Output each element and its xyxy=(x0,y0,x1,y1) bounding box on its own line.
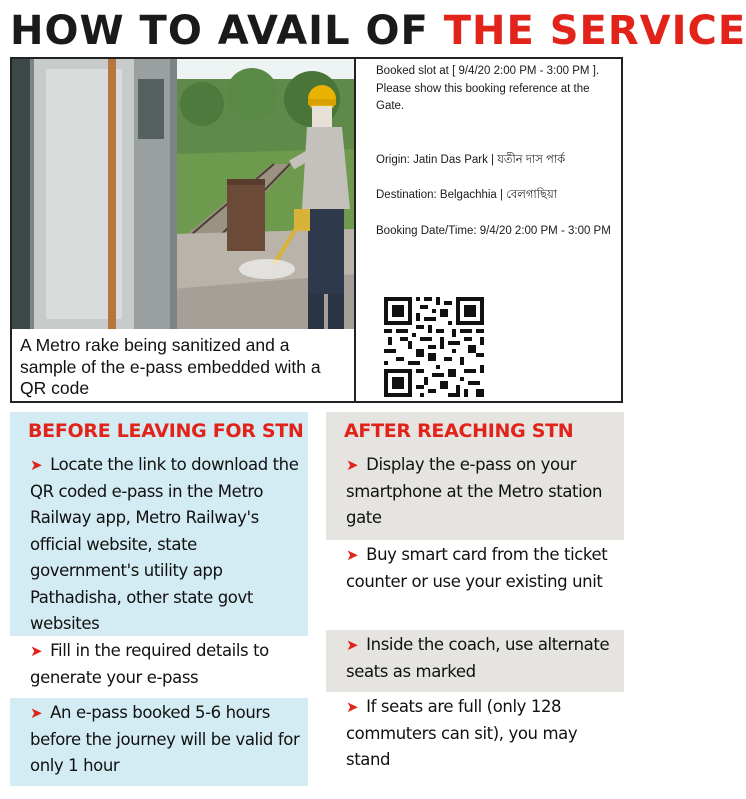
epass-instruction: Please show this booking reference at the Gate. xyxy=(376,82,590,112)
after-item-2-text: Buy smart card from the ticket counter or use your existing unit xyxy=(346,545,608,591)
headline-part2: THE SERVICE xyxy=(443,8,746,54)
arrow-icon: ➤ xyxy=(30,456,43,474)
epass-spacer-1 xyxy=(376,116,620,152)
after-item-1-text: Display the e-pass on your smartphone at the Metro station gate xyxy=(346,455,603,527)
after-item-1 xyxy=(326,450,624,540)
photo-and-epass-panel xyxy=(10,57,623,403)
epass-spacer-3 xyxy=(376,205,620,223)
epass-booking-datetime: Booking Date/Time: 9/4/20 2:00 PM - 3:00 PM xyxy=(376,224,611,237)
headline-part1: HOW TO AVAIL OF xyxy=(10,8,444,54)
arrow-icon: ➤ xyxy=(30,642,43,660)
arrow-icon: ➤ xyxy=(346,636,359,654)
epass-spacer-2 xyxy=(376,169,620,187)
after-item-4 xyxy=(326,692,624,784)
arrow-icon: ➤ xyxy=(346,456,359,474)
before-leaving-title: BEFORE LEAVING FOR STN xyxy=(10,412,308,450)
before-item-3-text: An e-pass booked 5-6 hours before the journey will be valid for only 1 hour xyxy=(30,703,300,775)
epass-sample xyxy=(376,63,620,240)
before-item-1-text: Locate the link to download the QR coded e-pass in the Metro Railway app, Metro Railway's official website, state government's utility app Pathadisha, other state govt websites xyxy=(30,455,299,633)
panel-divider xyxy=(354,59,356,401)
after-reaching-section xyxy=(326,412,624,784)
after-reaching-title: AFTER REACHING STN xyxy=(326,412,624,450)
photo-caption: A Metro rake being sanitized and a sample of the e-pass embedded with a QR code xyxy=(20,335,321,398)
metro-sanitizing-photo xyxy=(12,59,354,329)
after-item-4-text: If seats are full (only 128 commuters can sit), you may stand xyxy=(346,697,578,769)
headline xyxy=(10,8,746,54)
qr-code-icon xyxy=(384,297,484,397)
after-item-3 xyxy=(326,630,624,692)
arrow-icon: ➤ xyxy=(346,698,359,716)
before-item-1 xyxy=(10,450,308,636)
before-leaving-section xyxy=(10,412,308,786)
epass-origin: Origin: Jatin Das Park | যতীন দাস পার্ক xyxy=(376,153,566,166)
before-item-3 xyxy=(10,698,308,786)
arrow-icon: ➤ xyxy=(346,546,359,564)
before-item-2-text: Fill in the required details to generate your e-pass xyxy=(30,641,269,687)
after-item-2 xyxy=(326,540,624,630)
before-item-2 xyxy=(10,636,308,698)
epass-destination: Destination: Belgachhia | বেলগাছিয়া xyxy=(376,189,558,201)
arrow-icon: ➤ xyxy=(30,704,43,722)
epass-slot: Booked slot at [ 9/4/20 2:00 PM - 3:00 PM ]. xyxy=(376,65,600,77)
after-item-3-text: Inside the coach, use alternate seats as marked xyxy=(346,635,610,681)
